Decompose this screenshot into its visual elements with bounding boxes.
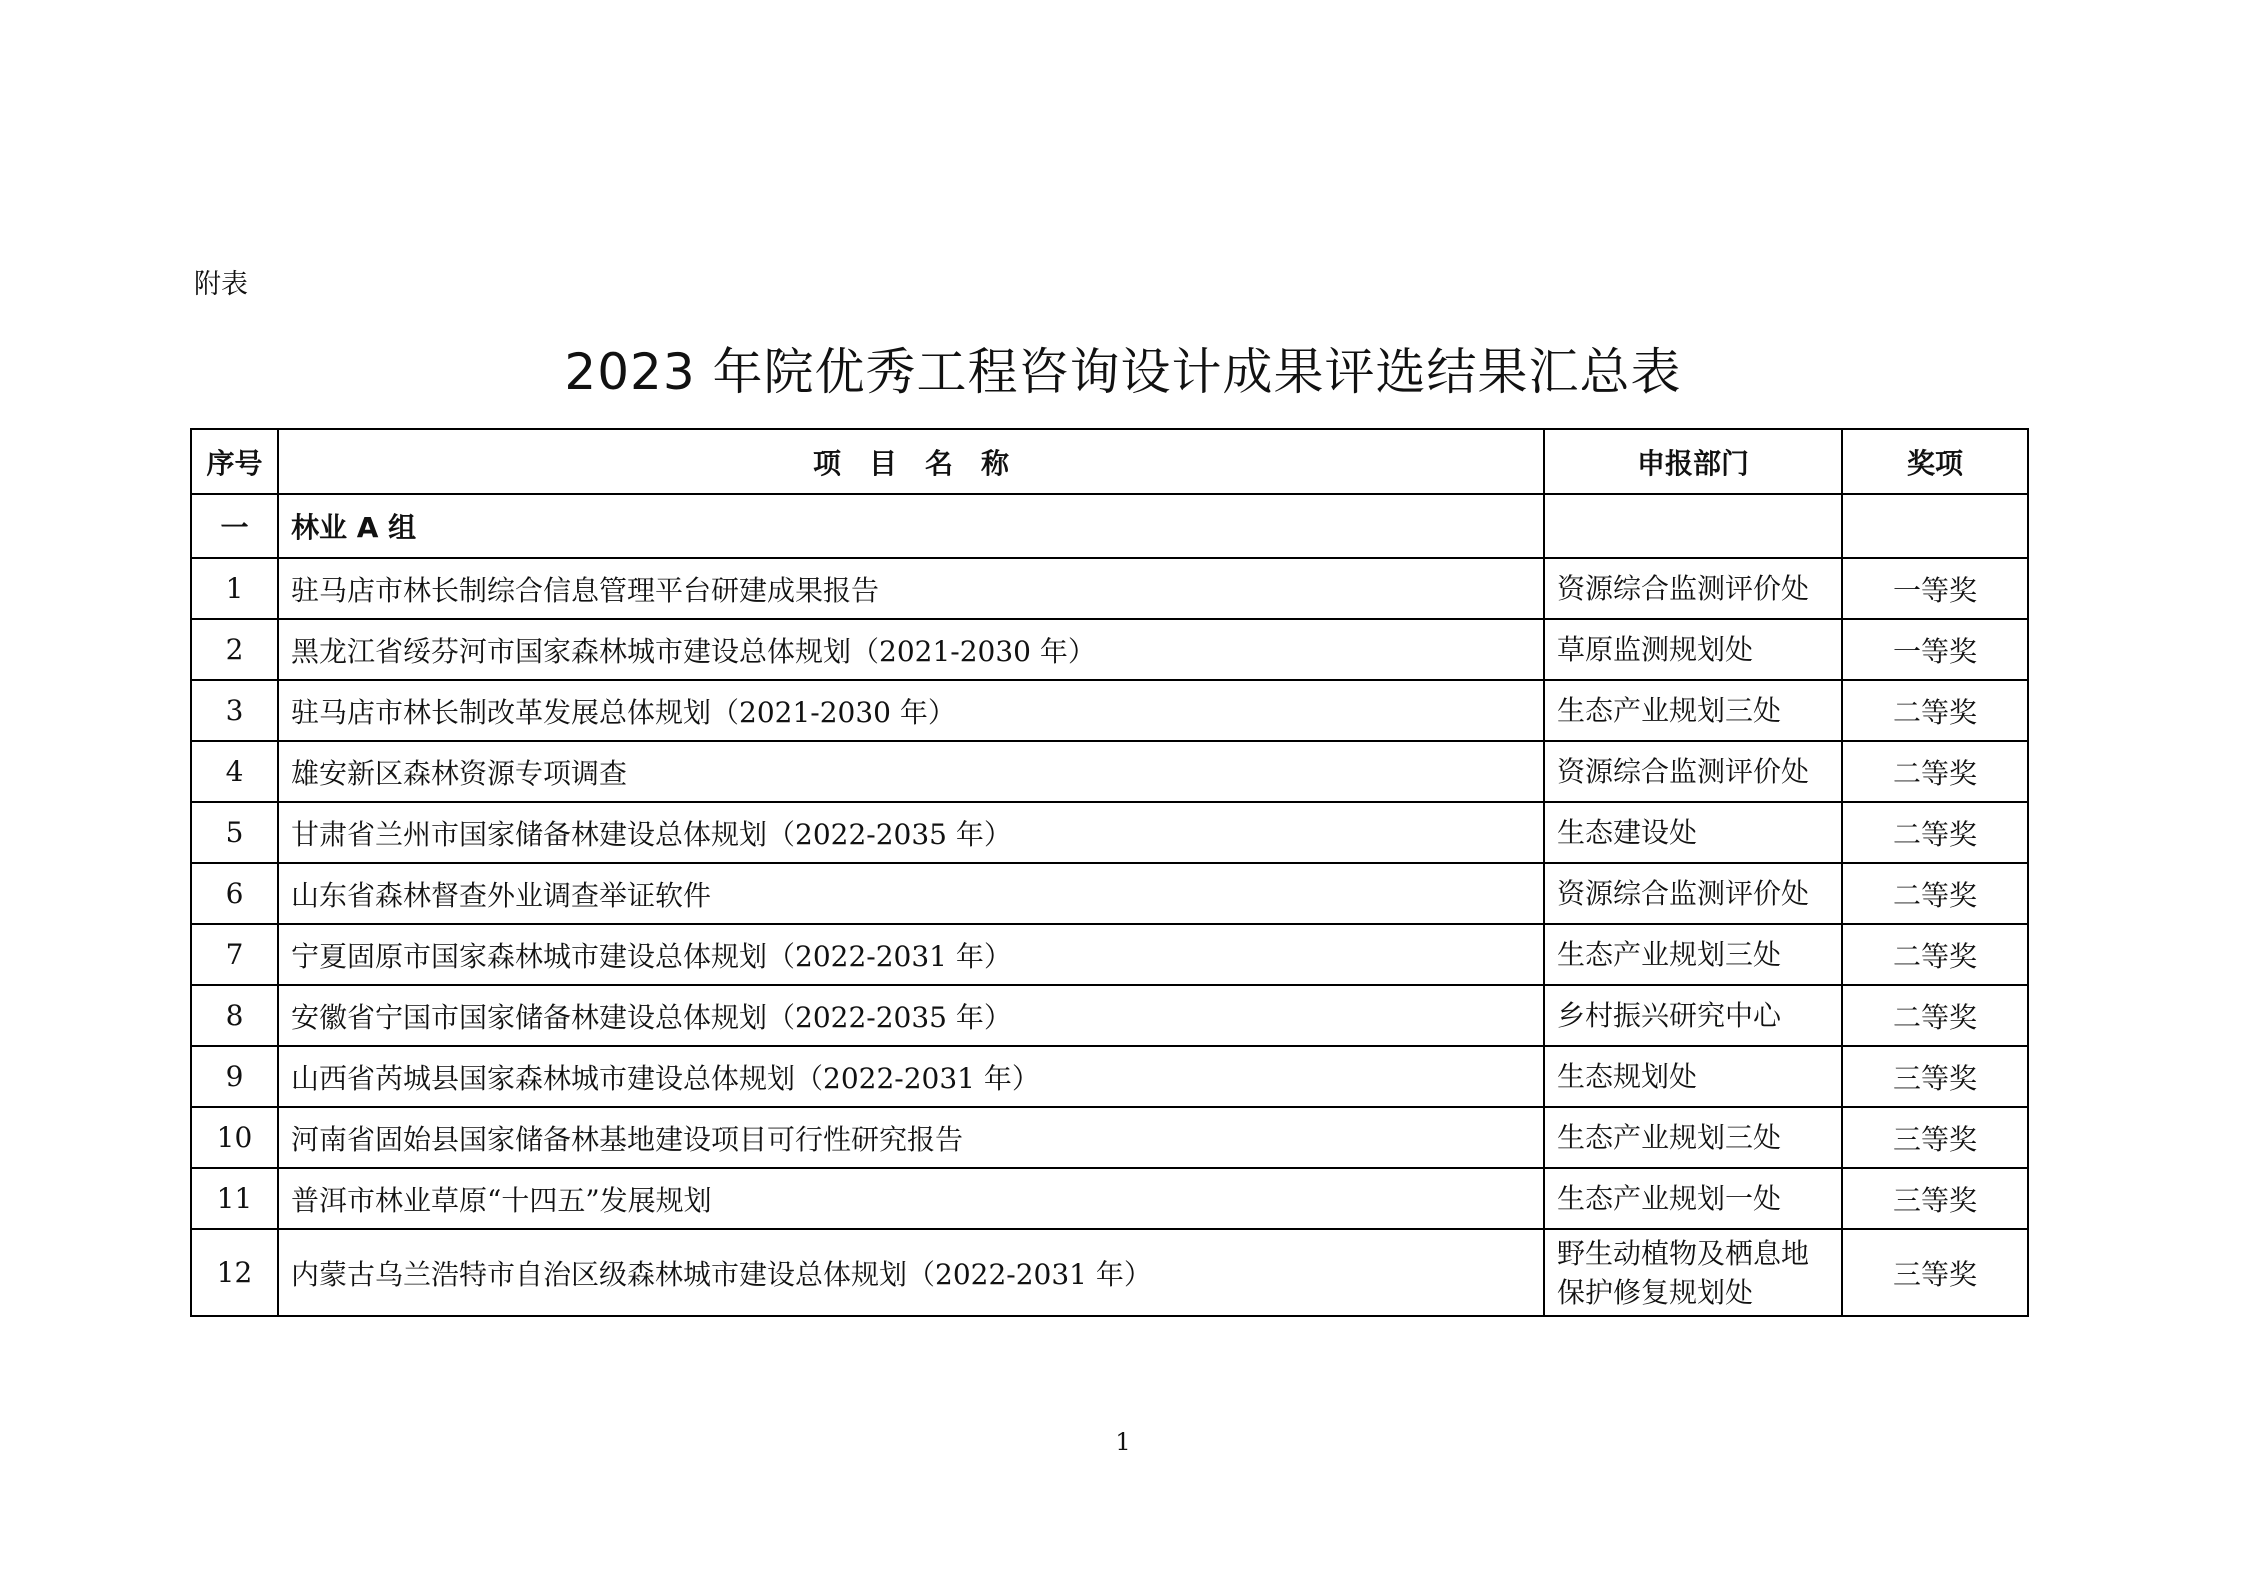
table-row — [191, 1168, 2028, 1229]
table-row — [191, 924, 2028, 985]
annex-label: 附表 — [194, 269, 248, 300]
group-seq: 一 — [191, 494, 278, 558]
row-seq: 8 — [191, 985, 278, 1046]
header-seq: 序号 — [191, 429, 278, 494]
row-project-name: 雄安新区森林资源专项调查 — [278, 741, 1544, 802]
row-department: 资源综合监测评价处 — [1544, 741, 1842, 802]
row-department: 生态产业规划一处 — [1544, 1168, 1842, 1229]
row-award: 二等奖 — [1842, 985, 2028, 1046]
header-project-name: 项 目 名 称 — [278, 429, 1544, 494]
row-department: 生态产业规划三处 — [1544, 1107, 1842, 1168]
table-row — [191, 558, 2028, 619]
row-project-name: 驻马店市林长制改革发展总体规划（2021-2030 年） — [278, 680, 1544, 741]
row-project-name: 山西省芮城县国家森林城市建设总体规划（2022-2031 年） — [278, 1046, 1544, 1107]
row-project-name: 甘肃省兰州市国家储备林建设总体规划（2022-2035 年） — [278, 802, 1544, 863]
row-department: 资源综合监测评价处 — [1544, 863, 1842, 924]
row-seq: 12 — [191, 1229, 278, 1316]
group-row — [191, 494, 2028, 558]
row-department: 野生动植物及栖息地保护修复规划处 — [1544, 1229, 1842, 1316]
row-seq: 4 — [191, 741, 278, 802]
header-award: 奖项 — [1842, 429, 2028, 494]
header-department: 申报部门 — [1544, 429, 1842, 494]
row-seq: 2 — [191, 619, 278, 680]
row-award: 二等奖 — [1842, 802, 2028, 863]
row-department: 乡村振兴研究中心 — [1544, 985, 1842, 1046]
row-award: 三等奖 — [1842, 1229, 2028, 1316]
row-department: 草原监测规划处 — [1544, 619, 1842, 680]
row-department: 生态产业规划三处 — [1544, 680, 1842, 741]
row-project-name: 内蒙古乌兰浩特市自治区级森林城市建设总体规划（2022-2031 年） — [278, 1229, 1544, 1316]
row-project-name: 安徽省宁国市国家储备林建设总体规划（2022-2035 年） — [278, 985, 1544, 1046]
row-project-name: 黑龙江省绥芬河市国家森林城市建设总体规划（2021-2030 年） — [278, 619, 1544, 680]
table-row — [191, 619, 2028, 680]
row-award: 三等奖 — [1842, 1046, 2028, 1107]
table-row — [191, 863, 2028, 924]
row-project-name: 山东省森林督查外业调查举证软件 — [278, 863, 1544, 924]
table-header-row — [191, 429, 2028, 494]
row-award: 一等奖 — [1842, 558, 2028, 619]
group-award-empty — [1842, 494, 2028, 558]
row-seq: 11 — [191, 1168, 278, 1229]
row-department: 资源综合监测评价处 — [1544, 558, 1842, 619]
table-row — [191, 1229, 2028, 1316]
row-project-name: 普洱市林业草原“十四五”发展规划 — [278, 1168, 1544, 1229]
row-seq: 10 — [191, 1107, 278, 1168]
row-award: 一等奖 — [1842, 619, 2028, 680]
row-project-name: 河南省固始县国家储备林基地建设项目可行性研究报告 — [278, 1107, 1544, 1168]
row-seq: 6 — [191, 863, 278, 924]
table-row — [191, 741, 2028, 802]
row-seq: 7 — [191, 924, 278, 985]
document-title: 2023 年院优秀工程咨询设计成果评选结果汇总表 — [564, 343, 1682, 401]
results-table — [190, 428, 2029, 1317]
table-row — [191, 1046, 2028, 1107]
row-award: 二等奖 — [1842, 680, 2028, 741]
row-award: 三等奖 — [1842, 1107, 2028, 1168]
row-project-name: 宁夏固原市国家森林城市建设总体规划（2022-2031 年） — [278, 924, 1544, 985]
table-row — [191, 985, 2028, 1046]
row-project-name: 驻马店市林长制综合信息管理平台研建成果报告 — [278, 558, 1544, 619]
table-row — [191, 1107, 2028, 1168]
group-dept-empty — [1544, 494, 1842, 558]
row-award: 二等奖 — [1842, 924, 2028, 985]
row-department: 生态规划处 — [1544, 1046, 1842, 1107]
row-award: 三等奖 — [1842, 1168, 2028, 1229]
row-department: 生态建设处 — [1544, 802, 1842, 863]
row-department: 生态产业规划三处 — [1544, 924, 1842, 985]
row-award: 二等奖 — [1842, 863, 2028, 924]
row-seq: 3 — [191, 680, 278, 741]
group-name: 林业 A 组 — [278, 494, 1544, 558]
row-seq: 9 — [191, 1046, 278, 1107]
table-row — [191, 802, 2028, 863]
row-seq: 1 — [191, 558, 278, 619]
row-award: 二等奖 — [1842, 741, 2028, 802]
row-seq: 5 — [191, 802, 278, 863]
page-number: 1 — [1115, 1428, 1131, 1456]
table-row — [191, 680, 2028, 741]
